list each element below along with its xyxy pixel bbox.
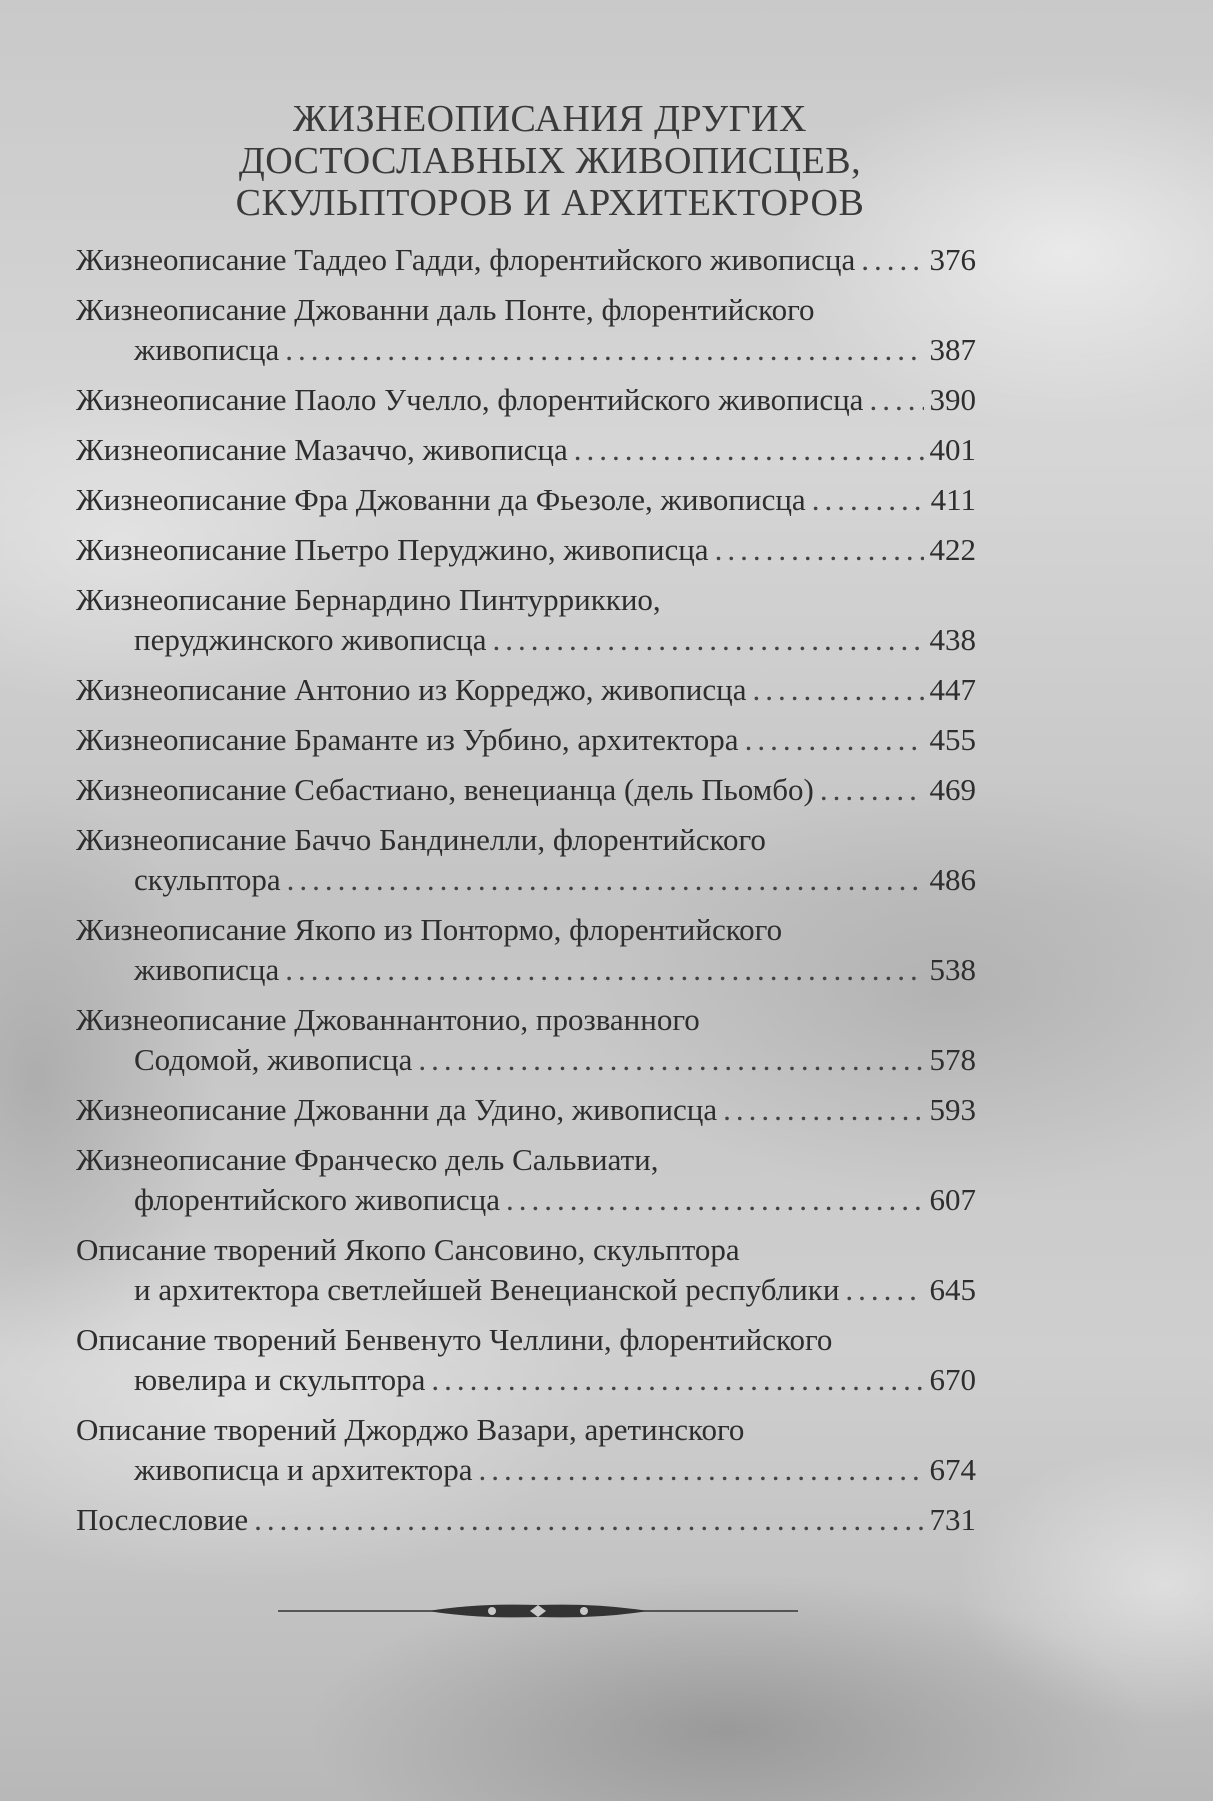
dot-leader [723, 1090, 923, 1130]
toc-entry-title: Жизнеописание Себастиано, венецианца (дель Пьомбо) [76, 772, 814, 807]
ornament-dot-right [580, 1607, 588, 1615]
dot-leader [845, 1270, 923, 1310]
dot-leader [869, 380, 923, 420]
dot-leader [493, 620, 924, 660]
toc-entry-title: Жизнеописание Джованни даль Понте, флорентийского [76, 292, 815, 327]
toc-entry-title: Жизнеописание Франческо дель Сальвиати, [76, 1142, 659, 1177]
ornament-dot-left [488, 1607, 496, 1615]
toc-entry-page: 486 [929, 862, 976, 897]
toc-entry[interactable] [76, 670, 976, 710]
toc-entry[interactable] [76, 380, 976, 420]
dot-leader [752, 670, 923, 710]
toc-entry[interactable] [76, 530, 976, 570]
heading-line-2: ДОСТОСЛАВНЫХ ЖИВОПИСЦЕВ, [238, 140, 862, 182]
dot-leader [418, 1040, 923, 1080]
toc-entry-title: Жизнеописание Якопо из Понтормо, флорентийского [76, 912, 783, 947]
toc-entry-title: Описание творений Бенвенуто Челлини, флорентийского [76, 1322, 833, 1357]
toc-entry[interactable] [76, 820, 976, 900]
dot-leader [506, 1180, 923, 1220]
toc-entry[interactable] [76, 1000, 976, 1080]
toc-entry-page: 422 [929, 532, 976, 567]
toc-entry-title: Жизнеописание Пьетро Перуджино, живописца [76, 532, 709, 567]
toc-entry-title: Жизнеописание Паоло Учелло, флорентийского живописца [76, 382, 864, 417]
table-of-contents [76, 240, 976, 1550]
toc-entry-title: Послесловие [76, 1502, 249, 1537]
toc-entry-page: 645 [929, 1272, 976, 1307]
toc-entry-title-cont: скульптора [134, 862, 281, 897]
toc-entry-title: Жизнеописание Мазаччо, живописца [76, 432, 568, 467]
dot-leader [861, 240, 923, 280]
toc-entry-title: Жизнеописание Таддео Гадди, флорентийского живописца [76, 242, 856, 277]
toc-entry-title: Жизнеописание Браманте из Урбино, архитектора [76, 722, 739, 757]
toc-entry-title-cont: живописца [134, 332, 280, 367]
toc-entry-title-cont: и архитектора светлейшей Венецианской республики [134, 1272, 840, 1307]
toc-entry[interactable] [76, 910, 976, 990]
toc-entry-page: 455 [929, 722, 976, 757]
toc-entry-page: 670 [929, 1362, 976, 1397]
dot-leader [285, 950, 923, 990]
toc-entry-page: 447 [929, 672, 976, 707]
heading-line-1: ЖИЗНЕОПИСАНИЯ ДРУГИХ [292, 98, 807, 140]
toc-entry[interactable] [76, 770, 976, 810]
section-heading [0, 98, 1100, 224]
toc-entry[interactable] [76, 1410, 976, 1490]
toc-entry[interactable] [76, 1320, 976, 1400]
toc-entry[interactable] [76, 580, 976, 660]
toc-entry-page: 593 [929, 1092, 976, 1127]
toc-entry-page: 674 [929, 1452, 976, 1487]
heading-line-3: СКУЛЬПТОРОВ И АРХИТЕКТОРОВ [235, 182, 865, 224]
dot-leader [285, 330, 923, 370]
toc-entry[interactable] [76, 290, 976, 370]
toc-entry[interactable] [76, 480, 976, 520]
toc-entry[interactable] [76, 1500, 976, 1540]
toc-entry-title: Описание творений Джорджо Вазари, аретинского [76, 1412, 745, 1447]
toc-entry-title: Описание творений Якопо Сансовино, скульптора [76, 1232, 740, 1267]
dot-leader [745, 720, 924, 760]
toc-entry[interactable] [76, 1090, 976, 1130]
toc-entry-title: Жизнеописание Антонио из Корреджо, живописца [76, 672, 747, 707]
toc-entry-page: 376 [929, 242, 976, 277]
dot-leader [812, 480, 925, 520]
toc-entry[interactable] [76, 1140, 976, 1220]
toc-entry-title-cont: флорентийского живописца [134, 1182, 501, 1217]
toc-entry-title-cont: живописца и архитектора [134, 1452, 473, 1487]
toc-entry-title: Жизнеописание Фра Джованни да Фьезоле, живописца [76, 482, 806, 517]
toc-entry[interactable] [76, 240, 976, 280]
dot-leader [254, 1500, 923, 1540]
dot-leader [287, 860, 924, 900]
toc-entry[interactable] [76, 430, 976, 470]
toc-entry-page: 387 [929, 332, 976, 367]
ornament-divider [278, 1596, 798, 1626]
toc-entry-page: 401 [929, 432, 976, 467]
toc-entry-page: 731 [929, 1502, 976, 1537]
toc-entry-title: Жизнеописание Джованнантонио, прозванного [76, 1002, 700, 1037]
toc-entry-title-cont: перуджинского живописца [134, 622, 487, 657]
toc-entry-page: 538 [929, 952, 976, 987]
dot-leader [431, 1360, 923, 1400]
toc-entry-page: 607 [929, 1182, 976, 1217]
toc-entry[interactable] [76, 1230, 976, 1310]
toc-entry-title-cont: живописца [134, 952, 280, 987]
toc-entry-title: Жизнеописание Джованни да Удино, живописца [76, 1092, 718, 1127]
dot-leader [715, 530, 924, 570]
toc-entry-page: 411 [930, 482, 976, 517]
dot-leader [820, 770, 924, 810]
toc-entry-page: 390 [929, 382, 976, 417]
dot-leader [479, 1450, 924, 1490]
toc-entry-title-cont: ювелира и скульптора [134, 1362, 426, 1397]
toc-entry[interactable] [76, 720, 976, 760]
toc-entry-title: Жизнеописание Баччо Бандинелли, флорентийского [76, 822, 766, 857]
toc-entry-page: 469 [929, 772, 976, 807]
toc-entry-page: 578 [929, 1042, 976, 1077]
toc-entry-page: 438 [929, 622, 976, 657]
toc-entry-title: Жизнеописание Бернардино Пинтурриккио, [76, 582, 661, 617]
dot-leader [574, 430, 924, 470]
toc-entry-title-cont: Содомой, живописца [134, 1042, 413, 1077]
